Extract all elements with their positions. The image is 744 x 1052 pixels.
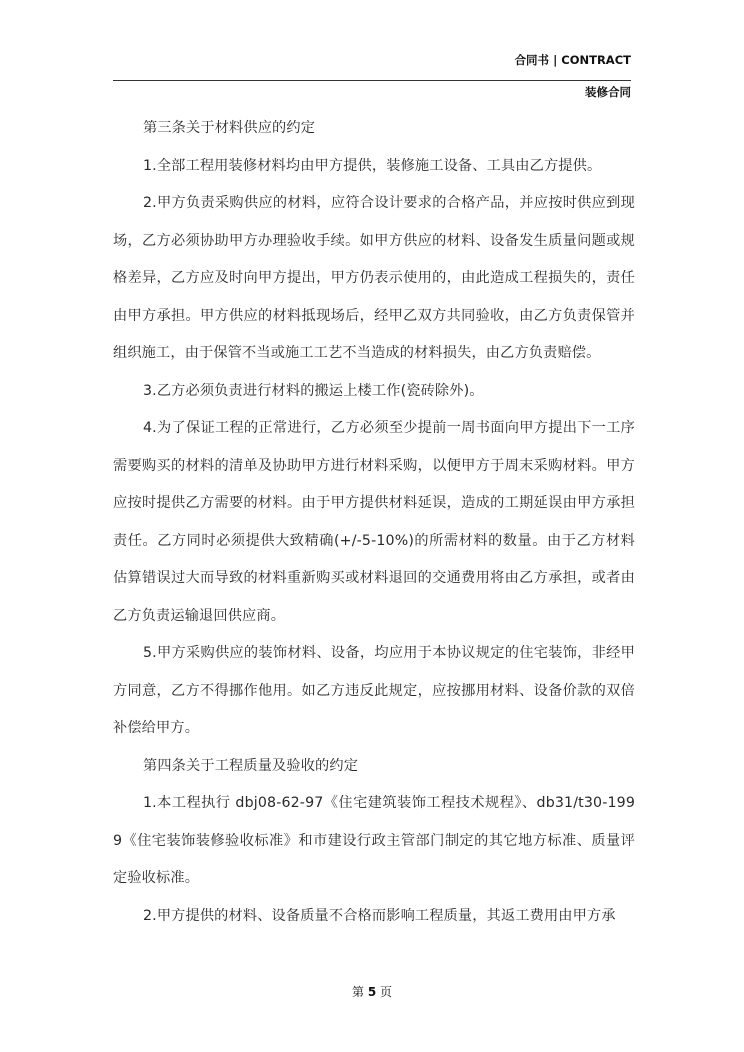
document-header-title: 合同书 | CONTRACT: [514, 53, 631, 67]
page-suffix: 页: [380, 985, 393, 999]
clause-3-3: 3.乙方必须负责进行材料的搬运上楼工作(瓷砖除外)。: [143, 382, 484, 399]
clause-4-2: 2.甲方提供的材料、设备质量不合格而影响工程质量，其返工费用由甲方承: [143, 907, 616, 924]
document-body: [113, 110, 635, 935]
clause-4-1: 1.本工程执行 dbj08-62-97《住宅建筑装饰工程技术规程》、db31/t30-1999《住宅装饰装修验收标准》和市建设行政主管部门制定的其它地方标准、质量评定验收标准。: [113, 795, 635, 886]
clause-3-1: 1.全部工程用装修材料均由甲方提供，装修施工设备、工具由乙方提供。: [143, 157, 602, 174]
clause-3-4: 4.为了保证工程的正常进行，乙方必须至少提前一周书面向甲方提出下一工序需要购买的材料的清单及协助甲方进行材料采购，以便甲方于周末采购材料。甲方应按时提供乙方需要的材料。由于甲方提供材料延误，造成的工期延误由甲方承担责任。乙方同时必须提供大致精确(+/-5-10%)的所需材料的数量。由于乙方材料估算错误过大而导致的材料重新购买或材料退回的交通费用将由乙方承担，或者由乙方负责运输退回供应商。: [113, 420, 635, 624]
header-divider: [113, 80, 631, 81]
clause-3-5: 5.甲方采购供应的装饰材料、设备，均应用于本协议规定的住宅装饰，非经甲方同意，乙方不得挪作他用。如乙方违反此规定，应按挪用材料、设备价款的双倍补偿给甲方。: [113, 645, 635, 736]
page-prefix: 第: [351, 985, 364, 999]
page-footer: [0, 983, 744, 1000]
page-number: 5: [367, 985, 377, 999]
section-heading-article-4: 第四条关于工程质量及验收的约定: [143, 757, 359, 774]
section-heading-article-3: 第三条关于材料供应的约定: [143, 120, 316, 136]
document-header-subtitle: 装修合同: [585, 85, 631, 99]
clause-3-2: 2.甲方负责采购供应的材料，应符合设计要求的合格产品，并应按时供应到现场，乙方必须协助甲方办理验收手续。如甲方供应的材料、设备发生质量问题或规格差异，乙方应及时向甲方提出，甲方仍表示使用的，由此造成工程损失的，责任由甲方承担。甲方供应的材料抵现场后，经甲乙双方共同验收，由乙方负责保管并组织施工，由于保管不当或施工工艺不当造成的材料损失，由乙方负责赔偿。: [113, 195, 635, 361]
